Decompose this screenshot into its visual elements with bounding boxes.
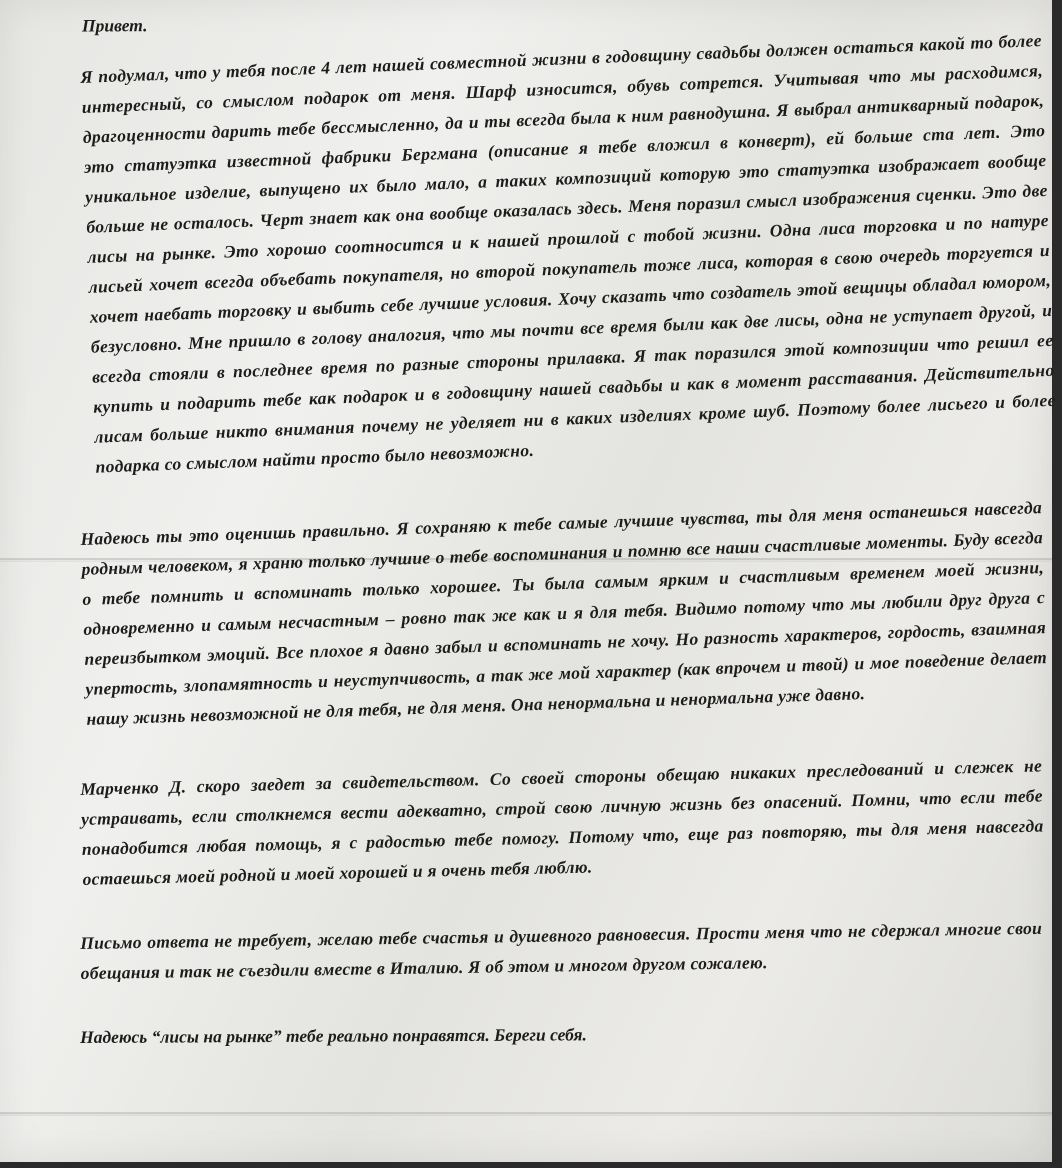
letter-body [80, 8, 1057, 1052]
letter-paragraph: Надеюсь ты это оценишь правильно. Я сохраняю к тебе самые лучшие чувства, ты для меня останешься навсегда родным человеком, я храню только лучшие о тебе воспоминания и помню все наши счастливые моменты. Буду всегда о тебе помнить и вспоминать только хорошее. Ты была самым ярким и счастливым временем моей жизни, одновременно и самым несчастным – ровно так же как и я для тебя. Видимо потому что мы любили друг друга с переизбытком эмоций. Все плохое я давно забыл и вспоминать не хочу. Но разность характеров, гордость, взаимная упертость, злопамятность и неуступчивость, а так же мой характер (как впрочем и твой) и мое поведение делает нашу жизнь невозможной не для тебя, не для меня. Она ненормальна и ненормальна уже давно. [80, 497, 1048, 729]
letter-closing: Надеюсь “лисы на рынке” тебе реально понравятся. Береги себя. [80, 1024, 587, 1047]
letter-paragraph: Марченко Д. скоро заедет за свидетельством. Со своей стороны обещаю никаких преследований и слежек не устраивать, если столкнемся вести адекватно, строй свою личную жизнь без опасений. Помни, что если тебе понадобится любая помощь, я с радостью тебе помогу. Потому что, еще раз повторяю, ты для меня навсегда остаешься моей родной и моей хорошей и я очень тебя люблю. [80, 755, 1044, 889]
fold-crease [0, 1112, 1052, 1114]
letter-greeting: Привет. [81, 15, 148, 36]
letter-paragraph: Письмо ответа не требует, желаю тебе счастья и душевного равновесия. Прости меня что не сдержал многие свои обещания и так не съездили вместе в Италию. Я об этом и многом другом сожалею. [80, 917, 1043, 983]
letter-paragraph: Я подумал, что у тебя после 4 лет нашей совместной жизни в годовщину свадьбы должен остаться какой то более интересный, со смыслом подарок от меня. Шарф износится, обувь сотрется. Учитывая что мы расходимся, драгоценности дарить тебе бессмысленно, да и ты всегда была к ним равнодушна. Я выбрал антикварный подарок, это статуэтка известной фабрики Бергмана (описание я тебе вложил в конверт), ей больше ста лет. Это уникальное изделие, выпущено их было мало, а таких композиций которую это статуэтка изображает вообще больше не осталось. Черт знает как она вообще оказалась здесь. Меня поразил смысл изображения сценки. Это две лисы на рынке. Это хорошо соотносится и к нашей прошлой с тобой жизни. Одна лиса торговка и по натуре лисьей хочет всегда объебать покупателя, но второй покупатель тоже лиса, которая в свою очередь торгуется и хочет наебать торговку и выбить себе лучшие условия. Хочу сказать что создатель этой вещицы обладал юмором, безусловно. Мне пришло в голову аналогия, что мы почти все время были как две лисы, одна не уступает другой, и всегда стояли в последнее время по разные стороны прилавка. Я так поразился этой композиции что решил ее купить и подарить тебе как подарок и в годовщину нашей свадьбы и как в момент расставания. Действительно лисам больше никто внимания почему не уделяет ни в каких изделиях кроме шуб. Поэтому более лисьего и более подарка со смыслом найти просто было невозможно. [80, 30, 1057, 477]
